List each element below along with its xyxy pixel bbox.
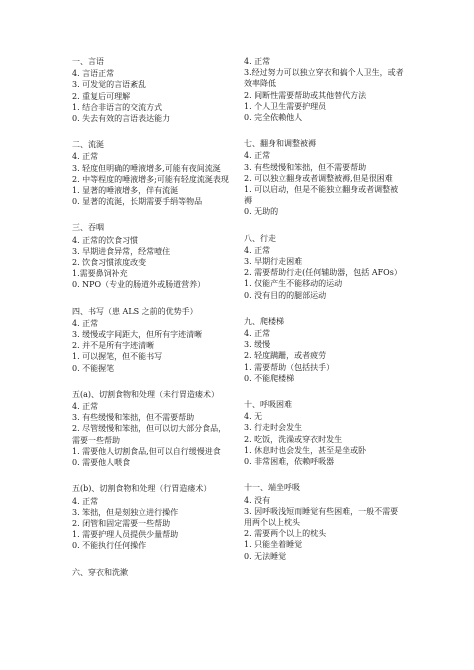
left_column-section-3 [72, 306, 234, 374]
rating-option: 4. 正常 [244, 151, 271, 161]
right_column-section-4 [244, 399, 404, 467]
rating-option: 0. 失去有效的言语表达能力 [72, 114, 171, 124]
rating-option: 2. 中等程度的唾液增多;可能有轻度流涎表现 [72, 174, 229, 184]
rating-option: 0. 无法睡觉 [244, 551, 287, 561]
rating-option: 0. 不能爬楼梯 [244, 373, 295, 383]
rating-option: 4. 正常 [244, 57, 271, 66]
left_column-section-5 [72, 483, 234, 551]
rating-option: 1.需要鼻饲补充 [72, 269, 128, 279]
rating-option: 2. 可以独立翻身或者调整被褥,但是很困难 [244, 173, 393, 183]
rating-option: 3. 早期行走困难 [244, 257, 303, 267]
rating-option: 1. 休息时也会发生，甚至是坐或卧 [244, 445, 367, 455]
rating-option: 3. 有些缓慢和笨拙，但不需要帮助 [244, 162, 367, 172]
rating-option: 4. 正常 [244, 329, 271, 339]
rating-option: 3. 轻度但明确的唾液增多,可能有夜间流涎 [72, 163, 221, 173]
rating-option: 2. 需要两个以上的枕头 [244, 529, 327, 539]
rating-option: 4. 言语正常 [72, 69, 115, 79]
rating-option: 0. 需要他人喂食 [72, 458, 131, 468]
rating-option: 2. 需要帮助行走(任何辅助器，包括 AFOs） [244, 268, 402, 278]
rating-option: 0. 不能握笔 [72, 363, 115, 373]
rating-option: 4. 正常 [72, 402, 99, 412]
rating-option: 1. 需要帮助（包括扶手） [244, 362, 335, 372]
rating-option: 1. 需要他人切割食品,但可以自行缓慢进食 [72, 446, 221, 456]
rating-option: 3. 缓慢 [244, 340, 271, 350]
section-heading: 六、穿衣和洗漱 [72, 567, 128, 577]
rating-option: 4. 正常的饮食习惯 [72, 235, 139, 245]
rating-option: 2. 轻度蹒跚，或者疲劳 [244, 351, 327, 361]
section-heading: 三、吞咽 [72, 223, 104, 233]
rating-option: 1. 需要护理人员提供少量帮助 [72, 530, 179, 540]
left-column [72, 56, 234, 593]
rating-option: 2. 尽管缓慢和笨拙，但可以切大部分食品，需要一些帮助 [72, 424, 227, 445]
rating-option: 2. 重复后可理解 [72, 91, 131, 101]
section-heading: 五(b)、切割食物和处理（行胃造瘘术） [72, 484, 212, 494]
rating-option: 4. 正常 [72, 152, 99, 162]
rating-option: 1. 可以启动，但是不能独立翻身或者调整被褥 [244, 185, 399, 206]
section-heading: 十、呼吸困难 [244, 400, 292, 410]
left_column-section-1 [72, 139, 234, 207]
section-heading: 九、爬楼梯 [244, 316, 284, 326]
rating-option: 4. 正常 [72, 496, 99, 506]
rating-option: 4. 正常 [72, 318, 99, 328]
rating-option: 3. 缓慢或字间距大，但所有字迹清晰 [72, 330, 203, 340]
rating-option: 3. 有些缓慢和笨拙，但不需要帮助 [72, 413, 195, 423]
rating-option: 2. 饮食习惯浓度改变 [72, 258, 147, 268]
rating-option: 0. NPO（专业的肠道外或肠道营养） [72, 280, 206, 290]
left_column-section-6 [72, 567, 234, 578]
rating-option: 2. 吃饭，洗澡或穿衣时发生 [244, 434, 343, 444]
right_column-section-1 [244, 138, 404, 217]
rating-option: 0. 不能执行任何操作 [72, 541, 147, 551]
section-heading: 一、言语 [72, 57, 104, 66]
section-heading: 八、行走 [244, 233, 276, 243]
section-heading: 二、流涎 [72, 140, 104, 150]
section-heading: 七、翻身和调整被褥 [244, 139, 316, 149]
rating-option: 0. 没有目的的腿部运动 [244, 290, 327, 300]
rating-option: 4. 正常 [244, 245, 271, 255]
rating-option: 0. 完全依赖他人 [244, 113, 303, 123]
rating-option: 1. 仅能产生不能移动的运动 [244, 279, 343, 289]
right_column-section-0 [244, 56, 404, 123]
rating-option: 3.经过努力可以独立穿衣和搞个人卫生，或者效率降低 [244, 68, 404, 89]
rating-option: 0. 无助的 [244, 207, 279, 217]
rating-option: 3. 可发觉的言语紊乱 [72, 80, 147, 90]
rating-option: 1. 显著的唾液增多，伴有流涎 [72, 186, 179, 196]
rating-option: 3. 因呼吸浅短而睡觉有些困难，一般不需要用两个以上枕头 [244, 506, 399, 527]
rating-option: 3. 早期进食异常，经常噎住 [72, 246, 171, 256]
rating-option: 3. 笨拙，但是刻独立进行操作 [72, 507, 179, 517]
section-heading: 十一、端坐呼吸 [244, 483, 300, 493]
rating-option: 4. 无 [244, 412, 263, 422]
right_column-section-5 [244, 482, 404, 561]
left_column-section-0 [72, 56, 234, 124]
rating-option: 4. 没有 [244, 495, 271, 505]
rating-option: 1. 结合非语言的交流方式 [72, 102, 163, 112]
section-heading: 四、书写（患 ALS 之前的优势手） [72, 306, 198, 316]
left_column-section-2 [72, 222, 234, 290]
right_column-section-2 [244, 233, 404, 301]
rating-option: 0. 显著的流涎，长期需要手绢等物品 [72, 197, 203, 207]
rating-option: 2. 闭管和固定需要一些帮助 [72, 518, 171, 528]
right-column [244, 56, 404, 577]
rating-option: 0. 非常困难，依赖呼吸器 [244, 457, 335, 467]
rating-option: 3. 行走时会发生 [244, 423, 303, 433]
rating-option: 1. 可以握笔，但不能书写 [72, 352, 163, 362]
section-heading: 五(a)、切割食物和处理（未行胃造瘘术） [72, 389, 220, 399]
rating-option: 1. 个人卫生需要护理员 [244, 101, 327, 111]
rating-option: 2. 间断性需要帮助或其他替代方法 [244, 90, 367, 100]
rating-option: 1. 只能坐着睡觉 [244, 540, 303, 550]
left_column-section-4 [72, 389, 234, 468]
rating-option: 2. 并不是所有字迹清晰 [72, 341, 155, 351]
right_column-section-3 [244, 316, 404, 384]
